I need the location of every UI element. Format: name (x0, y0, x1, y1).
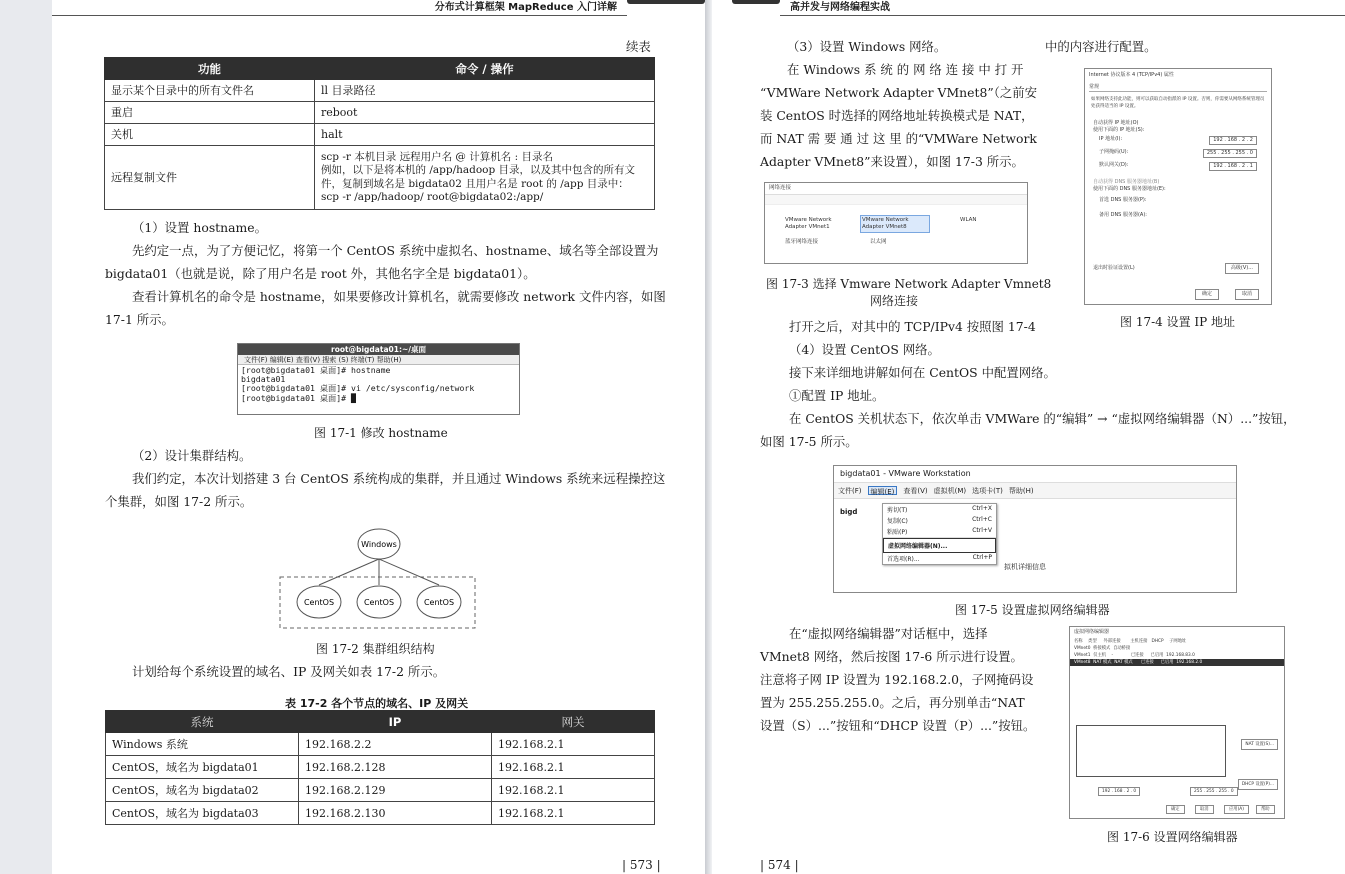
adapter-item: VMware Network Adapter VMnet1 (785, 217, 832, 230)
menu-vm: 虚拟机(M) (933, 487, 967, 495)
continued-label: 续表 (626, 39, 651, 54)
menu-help: 帮助(H) (1008, 487, 1034, 495)
vmware-title: bigdata01 - VMware Workstation (834, 466, 1236, 483)
paragraph: bigdata01（也就是说，除了用户名是 root 外，其他名字全是 bigdata01）。 (105, 266, 536, 281)
dialog-title: Internet 协议版本 4 (TCP/IPv4) 属性 (1089, 72, 1174, 78)
paragraph: 中的内容进行配置。 (1045, 39, 1157, 54)
paragraph: 在 Windows 系 统 的 网 络 连 接 中 打 开 (787, 62, 1024, 77)
paragraph: Adapter VMnet8”来设置），如图 17-3 所示。 (760, 154, 1024, 169)
ok-button: 确定 (1195, 289, 1219, 300)
terminal-title: root@bigdata01:~/桌面 (238, 344, 519, 355)
network-list-header: 名称 类型 外部连接 主机连接 DHCP 子网地址 (1074, 639, 1187, 644)
node-label: CentOS (423, 598, 455, 607)
table-row (105, 124, 655, 146)
table-row (106, 802, 655, 825)
paragraph: 接下来详细地讲解如何在 CentOS 中配置网络。 (789, 365, 1056, 380)
vm-detail-label: 拟机详细信息 (1004, 563, 1046, 571)
paragraph: 如图 17-5 所示。 (760, 434, 858, 449)
table-header: IP (299, 711, 492, 733)
edge-line (379, 559, 439, 585)
paragraph: 置为 255.255.255.0。之后，再分别单击“NAT (760, 695, 1025, 710)
paragraph: 设置（S）...”按钮和“DHCP 设置（P）...”按钮。 (760, 718, 1036, 733)
figure-caption: 网络连接 (870, 294, 919, 308)
table-cell: 关机 (105, 124, 315, 146)
paragraph: 先约定一点，为了方便记忆，将第一个 CentOS 系统中虚拟名、hostname、域名等全部设置为 (132, 243, 659, 258)
paragraph: 17-1 所示。 (105, 312, 174, 327)
dhcp-settings-button: DHCP 设置(P)... (1238, 779, 1278, 790)
table-row (106, 756, 655, 779)
subnet-mask-field: 255 . 255 . 255 . 0 (1190, 787, 1238, 796)
page-number: | 574 | (760, 858, 799, 872)
menu-tabs: 选项卡(T) (972, 487, 1003, 495)
adapter-item-selected: VMware Network Adapter VMnet8 (860, 215, 930, 233)
menu-view: 查看(V) (903, 487, 928, 495)
running-header: 高并发与网络编程实战 (780, 0, 1345, 16)
header-bar (732, 0, 780, 4)
menu-edit: 编辑(E) (868, 486, 898, 495)
paragraph: （4）设置 CentOS 网络。 (789, 342, 940, 357)
paragraph: （1）设置 hostname。 (132, 220, 268, 235)
table-row (105, 102, 655, 124)
node-label: CentOS (363, 598, 395, 607)
paragraph: （3）设置 Windows 网络。 (787, 39, 947, 54)
paragraph: 在 CentOS 关机状态下，依次单击 VMWare 的“编辑” → “虚拟网络编辑器（N）...”按钮， (789, 411, 1296, 426)
table-header: 系统 (106, 711, 299, 733)
validate-checkbox: 退出时验证设置(L) (1093, 265, 1135, 271)
paragraph: 装 CentOS 时选择的网络地址转换模式是 NAT， (760, 108, 1034, 123)
gateway-field: 192 . 168 . 2 . 1 (1209, 162, 1257, 171)
field-label: 默认网关(D): (1099, 162, 1129, 168)
paragraph: 在“虚拟网络编辑器”对话框中，选择 (789, 626, 988, 641)
paragraph: 个集群，如图 17-2 所示。 (105, 494, 253, 509)
page-number: | 573 | (622, 858, 661, 872)
table-cell: Windows 系统 (106, 733, 299, 756)
header-bar (627, 0, 705, 4)
gateway-row (1085, 160, 1271, 173)
paragraph: 计划给每个系统设置的域名、IP 及网关如表 17-2 所示。 (132, 664, 446, 679)
help-button: 帮助 (1256, 805, 1275, 814)
cancel-button: 取消 (1235, 289, 1259, 300)
terminal-screenshot (237, 343, 520, 415)
menu-file: 文件(F) (838, 487, 862, 495)
vmware-menubar (834, 483, 1236, 499)
menu-item-virtual-network-editor: 虚拟网络编辑器(N)... (883, 538, 996, 553)
figure-caption: 图 17-5 设置虚拟网络编辑器 (955, 603, 1110, 617)
node-label: Windows (361, 540, 397, 549)
table-cell: scp -r 本机目录 远程用户名 @ 计算机名 : 目录名 例如，以下是将本机的 /app/hadoop 目录，以及其中包含的所有文 件，复制到域名是 bigdata02 且用户名是 root 的 /app 目录中： scp -r /app/hadoop/ root@bigdata02:/app/ (315, 146, 655, 210)
table-header: 网关 (492, 711, 655, 733)
ip-row (1085, 134, 1271, 147)
figure-caption: 图 17-4 设置 IP 地址 (1120, 315, 1236, 329)
figure-caption: 图 17-3 选择 Vmware Network Adapter Vmnet8 (766, 277, 1052, 291)
adapter-item: 蓝牙网络连接 (785, 239, 819, 245)
table-cell: 192.168.2.130 (299, 802, 492, 825)
dialog-title: 虚拟网络编辑器 (1074, 629, 1110, 635)
table-row (105, 80, 655, 102)
node-label: CentOS (303, 598, 335, 607)
table-cell: 192.168.2.1 (492, 779, 655, 802)
table-cell: 192.168.2.1 (492, 756, 655, 779)
paragraph: ①配置 IP 地址。 (789, 388, 885, 403)
edge-line (319, 559, 379, 585)
page-gutter (705, 0, 712, 874)
cluster-diagram (277, 522, 482, 630)
address-bar (765, 195, 1027, 205)
table-row (106, 779, 655, 802)
ok-button: 确定 (1166, 805, 1185, 814)
vm-tab: bigd (840, 508, 858, 516)
table-header: 命令 / 操作 (315, 58, 655, 80)
radio-auto: 自动获得 IP 地址(O) (1093, 120, 1139, 126)
table-cell: 重启 (105, 102, 315, 124)
paragraph: （2）设计集群结构。 (132, 448, 252, 463)
network-connections-screenshot (764, 182, 1028, 264)
running-header: 分布式计算框架 MapReduce 入门详解 (52, 0, 627, 16)
cancel-button: 取消 (1195, 805, 1214, 814)
dialog-desc: 如果网络支持此功能，则可以获取自动指派的 IP 设置。否则，你需要从网络系统管理员处获得适当的 IP 设置。 (1091, 97, 1265, 109)
menu-item: 粘贴(P) Ctrl+V (883, 526, 996, 538)
node-table (105, 710, 655, 825)
dns-secondary: 备用 DNS 服务器(A): (1099, 212, 1147, 218)
paragraph: 而 NAT 需 要 通 过 这 里 的“VMWare Network (760, 131, 1037, 146)
radio-dns-auto: 自动获得 DNS 服务器地址(B) (1093, 179, 1160, 185)
menu-item: 剪切(T) Ctrl+X (887, 505, 992, 514)
table-row (105, 146, 655, 210)
dns-primary: 首选 DNS 服务器(P): (1099, 197, 1147, 203)
table-cell: CentOS，域名为 bigdata01 (106, 756, 299, 779)
network-row: VMnet1 仅主机 - 已连接 已启用 192.168.83.0 (1074, 653, 1195, 658)
mask-row (1085, 147, 1271, 160)
table-cell: 192.168.2.1 (492, 733, 655, 756)
advanced-button: 高级(V)... (1225, 263, 1259, 274)
table-cell: 远程复制文件 (105, 146, 315, 210)
command-table (104, 57, 655, 210)
ip-field: 192 . 168 . 2 . 2 (1209, 136, 1257, 145)
paragraph: 注意将子网 IP 设置为 192.168.2.0，子网掩码设 (760, 672, 1034, 687)
figure-caption: 图 17-2 集群组织结构 (316, 642, 435, 656)
dialog-tab: 常规 (1089, 84, 1267, 92)
menu-item: 复制(C) Ctrl+C (887, 516, 992, 525)
table-header: 功能 (105, 58, 315, 80)
paragraph: VMnet8 网络，然后按图 17-6 所示进行设置。 (760, 649, 1023, 664)
table-row (106, 733, 655, 756)
network-row: VMnet0 桥接模式 自动桥接 (1074, 646, 1131, 651)
table-cell: CentOS，域名为 bigdata02 (106, 779, 299, 802)
apply-button: 应用(A) (1224, 805, 1249, 814)
figure-caption: 图 17-6 设置网络编辑器 (1107, 830, 1238, 844)
subnet-ip-field: 192 . 168 . 2 . 0 (1098, 787, 1140, 796)
menu-item: 首选项(R)... Ctrl+P (887, 554, 992, 563)
mask-field: 255 . 255 . 255 . 0 (1203, 149, 1257, 158)
field-label: 子网掩码(U): (1099, 149, 1129, 155)
right-page (712, 0, 1345, 874)
settings-highlight-box (1076, 725, 1226, 777)
terminal-output: [root@bigdata01 桌面]# hostname bigdata01 [root@bigdata01 桌面]# vi /etc/sysconfig/network [root@bigdata01 桌面]# █ (241, 365, 475, 403)
left-page (52, 0, 705, 874)
table-cell: 192.168.2.2 (299, 733, 492, 756)
paragraph: 查看计算机名的命令是 hostname，如果要修改计算机名，就需要修改 network 文件内容，如图 (132, 289, 666, 304)
table-cell: 192.168.2.129 (299, 779, 492, 802)
field-label: IP 地址(I): (1099, 136, 1123, 142)
network-row-selected: VMnet8 NAT 模式 NAT 模式 已连接 已启用 192.168.2.0 (1070, 659, 1284, 666)
radio-dns-manual: 使用下面的 DNS 服务器地址(E): (1093, 186, 1166, 192)
paragraph: 我们约定，本次计划搭建 3 台 CentOS 系统构成的集群，并且通过 Windows 系统来远程操控这 (132, 471, 666, 486)
radio-manual: 使用下面的 IP 地址(S): (1093, 127, 1145, 133)
ipv4-dialog-screenshot (1084, 68, 1272, 305)
paragraph: “VMWare Network Adapter VMnet8”（之前安 (760, 85, 1038, 100)
table-cell: reboot (315, 102, 655, 124)
table-cell: 192.168.2.1 (492, 802, 655, 825)
adapter-item: WLAN (960, 217, 977, 223)
table-cell: 192.168.2.128 (299, 756, 492, 779)
edit-menu-dropdown (882, 503, 997, 565)
figure-caption: 图 17-1 修改 hostname (314, 426, 448, 440)
vmware-screenshot (833, 465, 1237, 593)
table-cell: 显示某个目录中的所有文件名 (105, 80, 315, 102)
virtual-network-editor-screenshot (1069, 626, 1285, 819)
paragraph: 打开之后，对其中的 TCP/IPv4 按照图 17-4 (789, 319, 1036, 334)
window-title: 网络连接 (765, 183, 1027, 195)
table-cell: CentOS，域名为 bigdata03 (106, 802, 299, 825)
terminal-menu: 文件(F) 编辑(E) 查看(V) 搜索 (S) 终端(T) 帮助(H) (238, 355, 519, 365)
adapter-item: 以太网 (870, 239, 887, 245)
table-caption: 表 17-2 各个节点的域名、IP 及网关 (285, 697, 469, 710)
nat-settings-button: NAT 设置(S)... (1241, 739, 1278, 750)
table-cell: ll 目录路径 (315, 80, 655, 102)
table-cell: halt (315, 124, 655, 146)
